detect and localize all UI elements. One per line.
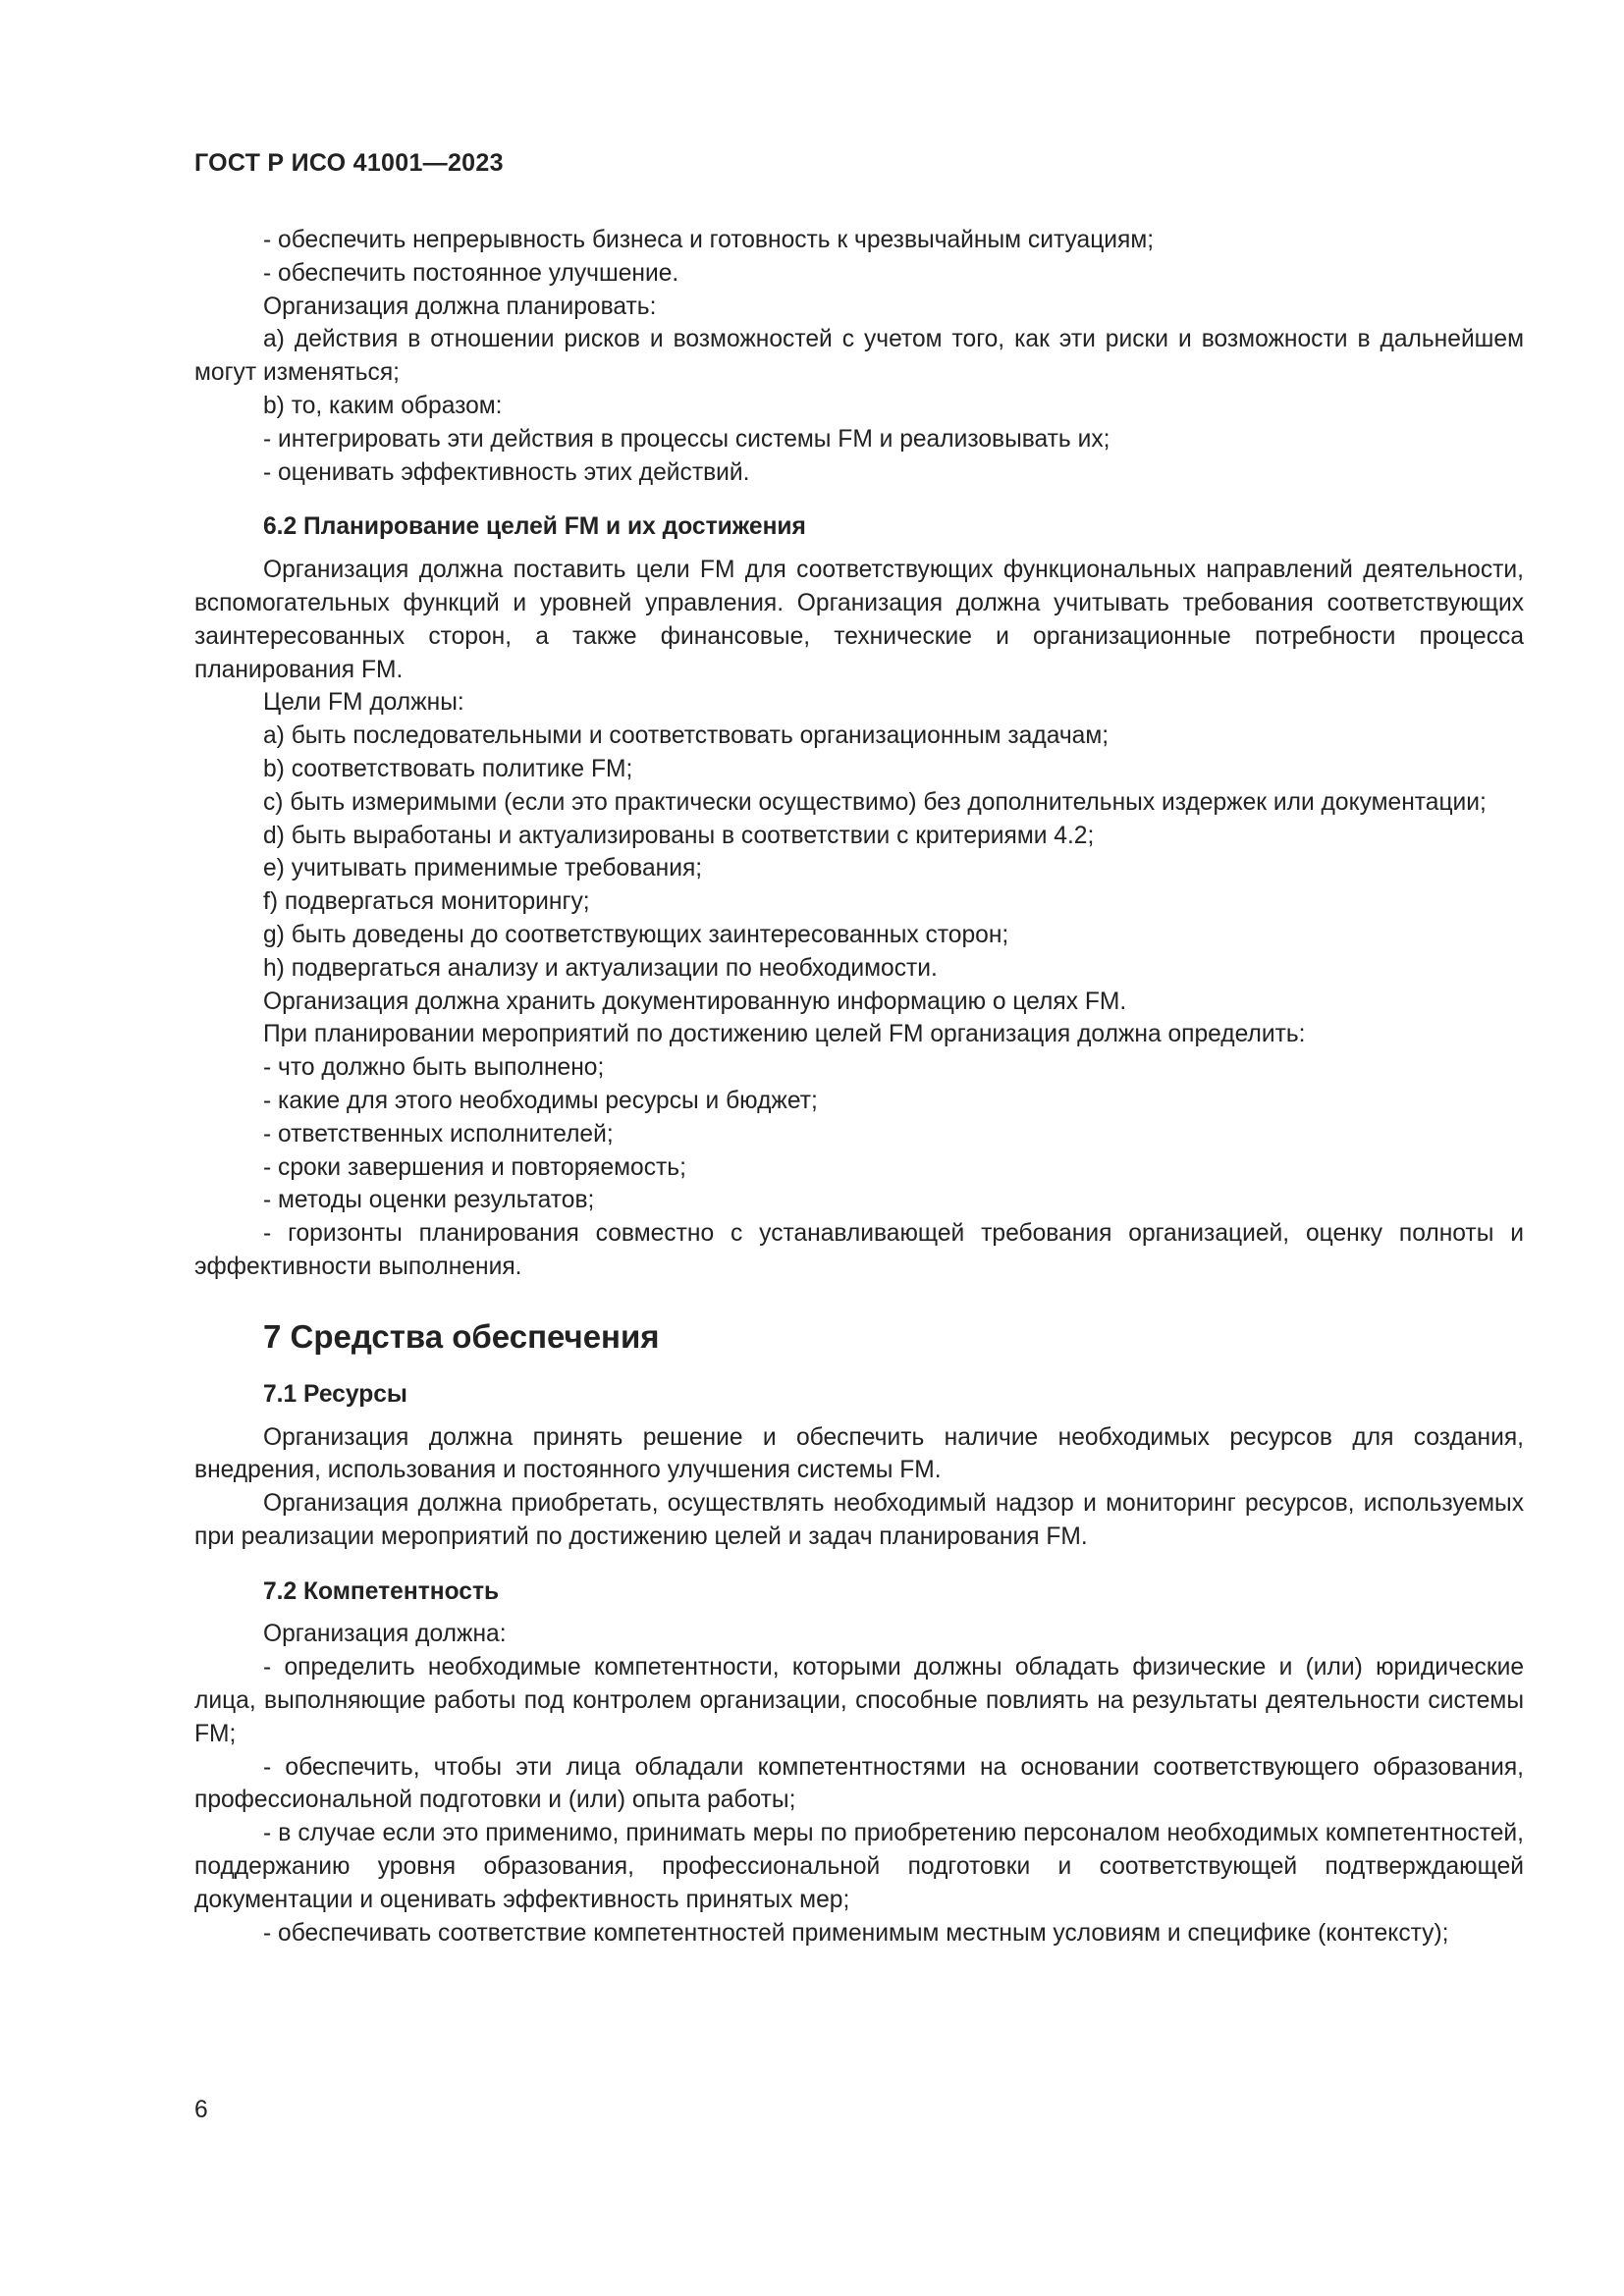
- list-item: b) соответствовать политике FM;: [263, 755, 633, 782]
- paragraph: Организация должна планировать:: [263, 293, 657, 320]
- list-item: - обеспечивать соответствие компетентностей применимым местным условиям и специфике (контексту);: [263, 1919, 1449, 1947]
- list-item: - оценивать эффективность этих действий.: [263, 458, 750, 486]
- page-number: 6: [194, 2097, 208, 2123]
- list-item: - горизонты планирования совместно с устанавливающей требования организацией, оценку полноты и эффективности выполнения.: [194, 1220, 1524, 1280]
- list-item: f) подвергаться мониторингу;: [263, 888, 590, 916]
- list-item: - интегрировать эти действия в процессы системы FM и реализовывать их;: [263, 425, 1110, 453]
- section-heading-6-2: 6.2 Планирование целей FM и их достижения: [263, 513, 806, 541]
- list-item: - обеспечить, чтобы эти лица обладали компетентностями на основании соответствующего образования, профессиональной подготовки и (или) опыта работы;: [194, 1753, 1524, 1814]
- document-header: ГОСТ Р ИСО 41001—2023: [194, 149, 504, 177]
- section-heading-7-2: 7.2 Компетентность: [263, 1577, 500, 1605]
- list-item: а) действия в отношении рисков и возможностей с учетом того, как эти риски и возможности в дальнейшем могут изменяться;: [194, 326, 1524, 387]
- paragraph: Организация должна:: [263, 1621, 507, 1648]
- list-item: - сроки завершения и повторяемость;: [263, 1153, 686, 1181]
- paragraph: Организация должна хранить документированную информацию о целях FM.: [263, 988, 1127, 1015]
- list-item: - обеспечить непрерывность бизнеса и готовность к чрезвычайным ситуациям;: [263, 227, 1155, 253]
- list-item: с) быть измеримыми (если это практически осуществимо) без дополнительных издержек или документации;: [263, 788, 1487, 816]
- list-item: - что должно быть выполнено;: [263, 1054, 605, 1082]
- list-item: - ответственных исполнителей;: [263, 1120, 614, 1148]
- paragraph: Цели FM должны:: [263, 689, 464, 717]
- list-item: - определить необходимые компетентности, которыми должны обладать физические и (или) юридические лица, выполняющие работы под контролем организации, способные повлиять на результаты деятельности системы FM;: [194, 1654, 1524, 1747]
- list-item: - в случае если это применимо, принимать меры по приобретению персоналом необходимых компетентностей, поддержанию уровня образования, профессиональной подготовки и соответствующей подтверждающей документации и оценивать эффективность принятых мер;: [194, 1820, 1524, 1913]
- list-item: g) быть доведены до соответствующих заинтересованных сторон;: [263, 921, 1009, 948]
- list-item: d) быть выработаны и актуализированы в соответствии с критериями 4.2;: [263, 822, 1095, 849]
- document-body: [194, 224, 1524, 1949]
- list-item: - какие для этого необходимы ресурсы и бюджет;: [263, 1087, 818, 1114]
- section-heading-7-1: 7.1 Ресурсы: [263, 1380, 407, 1408]
- section-heading-7: 7 Средства обеспечения: [263, 1317, 660, 1355]
- list-item: h) подвергаться анализу и актуализации по необходимости.: [263, 954, 938, 982]
- paragraph: При планировании мероприятий по достижению целей FM организация должна определить:: [263, 1021, 1306, 1048]
- list-item: е) учитывать применимые требования;: [263, 855, 703, 882]
- list-item: а) быть последовательными и соответствовать организационным задачам;: [263, 722, 1110, 750]
- paragraph: Организация должна поставить цели FM для соответствующих функциональных направлений деятельности, вспомогательных функций и уровней управления. Организация должна учитывать требования соответствующих заинтересованных сторон, а также финансовые, технические и организационные потребности процесса планирования FM.: [194, 557, 1524, 683]
- paragraph: Организация должна принять решение и обеспечить наличие необходимых ресурсов для создания, внедрения, использования и постоянного улучшения системы FM.: [194, 1423, 1524, 1484]
- list-item: b) то, каким образом:: [263, 392, 503, 419]
- paragraph: Организация должна приобретать, осуществлять необходимый надзор и мониторинг ресурсов, используемых при реализации мероприятий по достижению целей и задач планирования FM.: [194, 1490, 1524, 1550]
- list-item: - методы оценки результатов;: [263, 1187, 595, 1214]
- list-item: - обеспечить постоянное улучшение.: [263, 259, 679, 287]
